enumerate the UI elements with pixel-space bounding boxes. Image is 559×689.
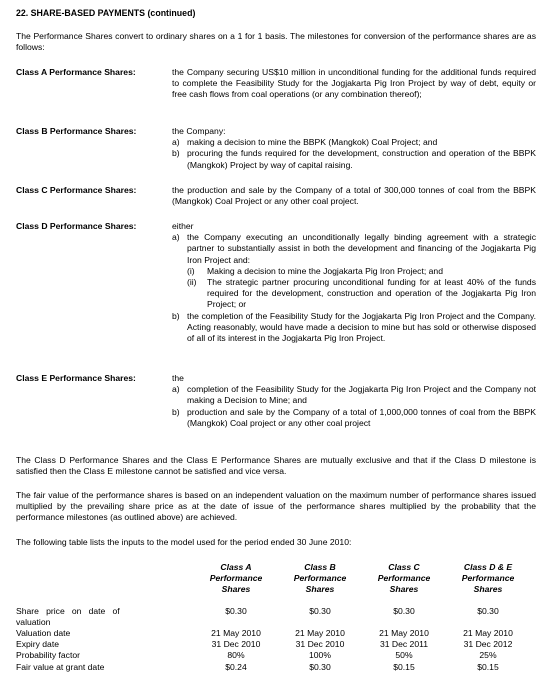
class-d-label: Class D Performance Shares: (16, 221, 137, 231)
class-a-label: Class A Performance Shares: (16, 67, 136, 77)
row-label-share-price: Share price on date of valuation (16, 605, 120, 627)
class-e-item-a-marker: a) (172, 384, 180, 395)
table-row-valuation-date (16, 628, 530, 639)
class-e-item-b (172, 407, 536, 429)
table-cell: $0.30 (309, 605, 331, 616)
class-d-item-a (172, 232, 536, 266)
table-cell: 21 May 2010 (379, 628, 429, 639)
table-cell: $0.15 (393, 661, 415, 672)
class-d-subitem-ii (187, 277, 536, 311)
row-label: Fair value at grant date (16, 661, 105, 672)
table-cell: 100% (309, 650, 331, 661)
class-b-item-b-text: procuring the funds required for the development, construction and operation of the BBPK (Mangkok) Project by way of capital raising. (187, 148, 536, 170)
table-cell: 21 May 2010 (463, 628, 513, 639)
column-header-class-b: Class B Performance Shares (293, 562, 347, 595)
class-d-body (172, 221, 536, 344)
model-inputs-table (16, 562, 530, 673)
table-cell: 31 Dec 2010 (211, 639, 261, 650)
class-e-item-b-marker: b) (172, 406, 180, 417)
fair-value-paragraph: The fair value of the performance shares is based on an independent valuation on the maximum number of performance shares issued multiplied by the prevailing share price as at the date of issue of the performance shares multiplied by the probability that the performance milestones (as outlined above) are achieved. (16, 490, 536, 523)
class-d-lead: either (172, 221, 194, 231)
column-header-class-d-e: Class D & E Performance Shares (461, 562, 515, 595)
table-cell: $0.30 (477, 605, 499, 616)
table-cell: $0.30 (393, 605, 415, 616)
intro-paragraph: The Performance Shares convert to ordinary shares on a 1 for 1 basis. The milestones for conversion of the performance shares are as follows: (16, 31, 536, 53)
class-b-label: Class B Performance Shares: (16, 126, 137, 136)
class-d-item-b-text: the completion of the Feasibility Study for the Jogjakarta Pig Iron Project and the Company. Acting reasonably, would have made a decision to mine but has sold or otherwise disposed of all of its interest in the Jogjakarta Pig Iron Project. (187, 310, 536, 344)
table-cell: 21 May 2010 (295, 628, 345, 639)
table-cell: $0.30 (225, 605, 247, 616)
class-e-item-b-text: production and sale by the Company of a total of 1,000,000 tonnes of coal from the BBPK (Mangkok) Coal project or any other coal project (187, 406, 536, 428)
table-cell: 31 Dec 2012 (463, 639, 513, 650)
row-label: Expiry date (16, 639, 59, 650)
table-header-row (16, 562, 530, 596)
table-cell: 31 Dec 2010 (295, 639, 345, 650)
table-row-share-price (16, 606, 530, 628)
class-b-item-b-marker: b) (172, 148, 180, 159)
table-cell: 21 May 2010 (211, 628, 261, 639)
class-d-subitem-i-marker: (i) (187, 265, 195, 276)
class-a-text: the Company securing US$10 million in unconditional funding for the additional funds required to complete the Feasibility Study for the Jogjakarta Pig Iron Project by way of debt, equity or free cash flows from coal operations (or any combination thereof); (172, 67, 536, 100)
table-cell: 80% (227, 650, 245, 661)
exclusive-paragraph: The Class D Performance Shares and the Class E Performance Shares are mutually exclusive and that if the Class D milestone is satisfied then the Class E milestone cannot be satisfied and vice versa. (16, 455, 536, 477)
column-header-class-a: Class A Performance Shares (209, 562, 263, 595)
class-d-item-a-marker: a) (172, 232, 180, 243)
row-label: Probability factor (16, 650, 81, 661)
table-row-expiry-date (16, 639, 530, 650)
class-d-subitem-i-text: Making a decision to mine the Jogjakarta Pig Iron Project; and (207, 265, 443, 276)
table-row-probability-factor (16, 650, 530, 661)
table-cell: 31 Dec 2011 (379, 639, 429, 650)
table-cell: 50% (395, 650, 413, 661)
class-e-item-a-text: completion of the Feasibility Study for the Jogjakarta Pig Iron Project and the Company not making a Decision to Mine; and (187, 384, 536, 406)
class-d-subitem-ii-marker: (ii) (187, 277, 197, 288)
section-heading: 22. SHARE-BASED PAYMENTS (continued) (16, 8, 196, 18)
class-b-lead: the Company: (172, 126, 226, 136)
class-e-lead: the (172, 373, 184, 383)
class-b-body (172, 126, 536, 171)
class-e-body (172, 373, 536, 429)
row-label: Valuation date (16, 628, 71, 639)
table-row-fair-value (16, 662, 530, 673)
table-cell: $0.15 (477, 661, 499, 672)
column-header-class-c: Class C Performance Shares (377, 562, 431, 595)
class-b-item-b (172, 148, 536, 170)
class-d-item-b-marker: b) (172, 310, 180, 321)
class-d-item-a-text: the Company executing an unconditionally legally binding agreement with a strategic partner to substantially assist in both the development and financing of the Jogjakarta Pig Iron Project and: (187, 232, 536, 265)
class-d-item-b (172, 311, 536, 345)
class-d-subitem-ii-text: The strategic partner procuring unconditional funding for at least 40% of the funds required for the development, construction and operation of the Jogjakarta Pig Iron Project; or (207, 277, 536, 310)
table-cell: $0.30 (309, 661, 331, 672)
class-b-item-a-marker: a) (172, 137, 180, 148)
class-b-item-a (172, 137, 536, 148)
class-c-label: Class C Performance Shares: (16, 185, 137, 195)
table-cell: 25% (479, 650, 497, 661)
class-e-item-a (172, 384, 536, 406)
class-d-subitem-i (187, 266, 536, 277)
table-intro-paragraph: The following table lists the inputs to the model used for the period ended 30 June 2010: (16, 537, 352, 547)
table-cell: $0.24 (225, 661, 247, 672)
class-b-item-a-text: making a decision to mine the BBPK (Mangkok) Coal Project; and (187, 137, 438, 148)
class-c-text: the production and sale by the Company of a total of 300,000 tonnes of coal from the BBPK (Mangkok) Coal Project or any other coal project. (172, 185, 536, 207)
class-e-label: Class E Performance Shares: (16, 373, 136, 383)
